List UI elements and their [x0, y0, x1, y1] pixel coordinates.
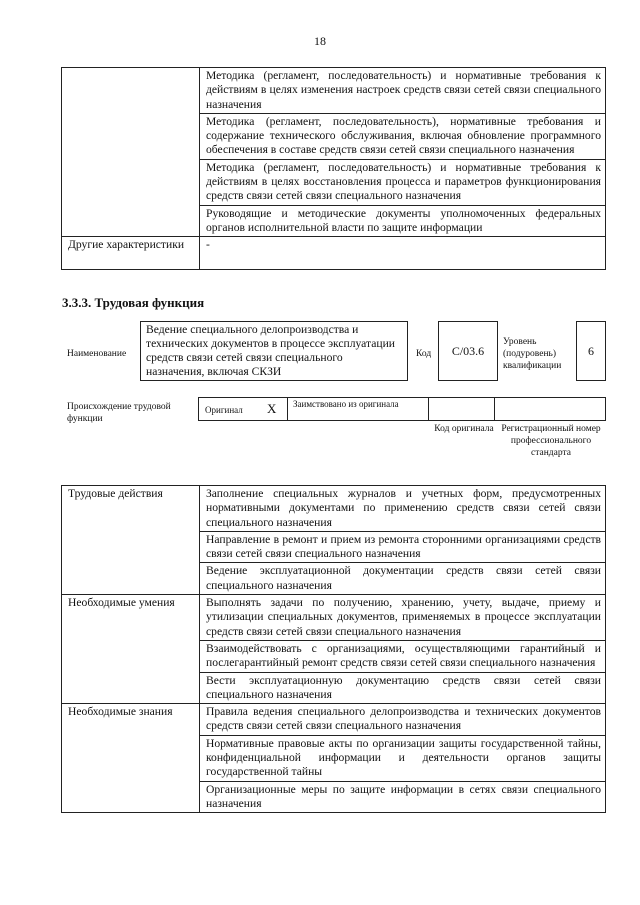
other-characteristics-label: Другие характеристики — [62, 237, 200, 270]
table-value-cell: Взаимодействовать с организациями, осуществляющими гарантийный и послегарантийный ремонт средств связи сетей связи специального назначения — [200, 640, 606, 672]
required-skills-label: Необходимые умения — [62, 595, 200, 704]
table-row — [62, 595, 606, 641]
table-value-cell: Методика (регламент, последовательность), нормативные требования и содержание технического обслуживания, включая обновление программного обеспечения в составе средств связи сетей связи специального назначения — [200, 113, 606, 159]
code-box: C/03.6 — [438, 321, 498, 381]
table-row — [62, 704, 606, 736]
original-label: Оригинал — [205, 405, 243, 415]
table-value-cell: Вести эксплуатационную документацию средств связи сетей связи специального назначения — [200, 672, 606, 704]
origin-row — [198, 397, 606, 421]
origin-label: Происхождение трудовой функции — [67, 402, 171, 424]
code-original-caption: Код оригинала — [434, 424, 494, 434]
level-box: 6 — [576, 321, 606, 381]
table-value-cell: Нормативные правовые акты по организации защиты государственной тайны, конфиденциальной информации и деятельности органов защиты государственной тайны — [200, 735, 606, 781]
code-label: Код — [416, 349, 432, 359]
table-row — [62, 237, 606, 270]
labor-actions-label: Трудовые действия — [62, 486, 200, 595]
table-value-cell: Ведение эксплуатационной документации средств связи сетей связи специального назначения — [200, 563, 606, 595]
original-mark: X — [267, 401, 277, 416]
table-row — [62, 68, 606, 114]
divider — [287, 397, 288, 421]
table-value-cell: Организационные меры по защите информации в сетях связи специального назначения — [200, 781, 606, 813]
level-label: Уровень (подуровень) квалификации — [503, 337, 562, 371]
table-value-cell: Руководящие и методические документы уполномоченных федеральных органов исполнительной власти по защите информации — [200, 205, 606, 237]
name-label: Наименование — [67, 349, 127, 359]
table-row — [62, 486, 606, 532]
table-value-cell: Заполнение специальных журналов и учетных форм, предусмотренных нормативными документами по применению средств связи сетей связи специального назначения — [200, 486, 606, 532]
top-requirements-table — [61, 67, 606, 270]
other-characteristics-value: - — [200, 237, 606, 270]
divider — [428, 397, 429, 421]
table-value-cell: Направление в ремонт и прием из ремонта сторонними организациями средств связи сетей связи специального назначения — [200, 531, 606, 563]
section-heading: 3.3.3. Трудовая функция — [62, 295, 205, 310]
divider — [494, 397, 495, 421]
table-value-cell: Методика (регламент, последовательность) и нормативные требования к действиям в целях изменения настроек средств связи сетей связи специального назначения — [200, 68, 606, 114]
function-name-box: Ведение специального делопроизводства и технических документов в процессе эксплуатации средств связи сетей связи специального назначения, включая СКЗИ — [140, 321, 408, 381]
table-value-cell: Выполнять задачи по получению, хранению, учету, выдаче, приему и утилизации специальных документов, применяемых в процессе эксплуатации средств связи сетей связи специального назначения — [200, 595, 606, 641]
table-label-cell — [62, 68, 200, 237]
table-value-cell: Правила ведения специального делопроизводства и технических документов средств связи сетей связи специального назначения — [200, 704, 606, 736]
table-value-cell: Методика (регламент, последовательность) и нормативные требования к действиям в целях восстановления процесса и параметров функционирования средств связи сетей связи специального назначения — [200, 159, 606, 205]
required-knowledge-label: Необходимые знания — [62, 704, 200, 813]
borrowed-label: Заимствовано из оригинала — [293, 399, 399, 409]
registration-number-caption: Регистрационный номер профессионального стандарта — [501, 424, 601, 458]
labor-function-table — [61, 485, 606, 813]
page-number: 18 — [314, 34, 326, 48]
